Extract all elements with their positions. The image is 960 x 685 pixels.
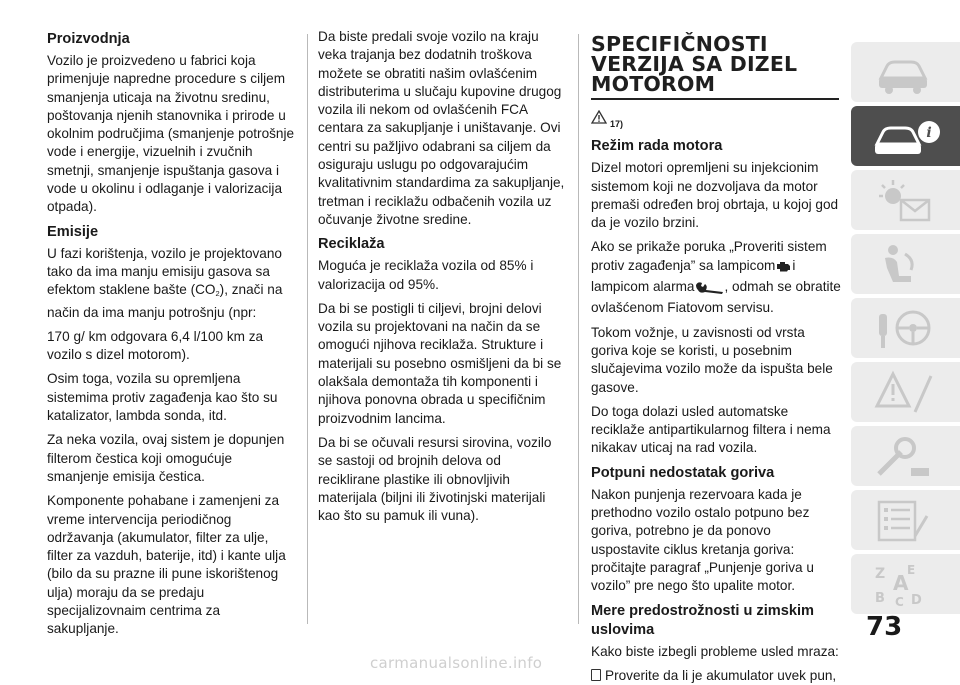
title-rule xyxy=(591,98,839,100)
svg-text:Z: Z xyxy=(875,566,886,582)
svg-text:E: E xyxy=(907,563,916,577)
paragraph-recycling-goals: Da bi se postigli ti ciljevi, brojni delovi vozila su projektovani na način da se omogući njihova reciklaža. Strukture i materijali su posebno osmišljeni da bi se olakšala demontaža tih komponenti i njihova ponovna obrada u specifičnim proizvodnim lancima. xyxy=(318,300,562,426)
paragraph-white-smoke: Tokom vožnje, u zavisnosti od vrsta goriva koje se koristi, u posebnim slučajevima vozilo može da ispušta bele gasove. xyxy=(591,324,833,395)
heading-production: Proizvodnja xyxy=(47,31,130,47)
engine-check-icon xyxy=(775,260,792,278)
warning-triangle-icon xyxy=(871,368,941,418)
tab-maintenance[interactable] xyxy=(851,426,960,486)
maintenance-wrench-icon xyxy=(871,432,941,482)
index-letters-icon xyxy=(871,560,941,610)
heading-engine-mode: Režim rada motora xyxy=(591,138,723,155)
svg-text:B: B xyxy=(875,591,885,606)
paragraph-production: Vozilo je proizvedeno u fabrici koja primenjuje napredne procedure s ciljem smanjenja uticaja na životnu sredinu, poštovanja njenih stanovnika i prirode u okolnim područjima (smanjenje potrošnje vode i energije, vizuelnih i zvučnih smetnji, smanjenje ispuštanja gasova i vode u okolinu i odlaganje i valorizacija otpada). xyxy=(47,53,295,215)
page-number: 73 xyxy=(866,612,903,642)
tab-starting-driving[interactable] xyxy=(851,298,960,358)
steering-key-icon xyxy=(871,304,941,354)
column-3 xyxy=(591,28,841,685)
warning-reference xyxy=(591,110,841,129)
warning-triangle-icon xyxy=(591,110,607,129)
heading-winter: Mere predostrožnosti u zimskim uslovima xyxy=(591,602,815,638)
bullet-box-icon xyxy=(591,669,601,681)
heading-emissions: Emisije xyxy=(47,223,99,240)
paragraph-vehicle-return: Da biste predali svoje vozilo na kraju veka trajanja bez dodatnih troškova možete se obratiti našim ovlašćenim distributerima u slučaju kupovine drugog vozila ili nekom od ovlašćenih FCA centara za sakupljanje i uništavanje. Ovi centri su pažljivo odabrani sa ciljem da osiguraju uslugu po odgovarajućim kvalitativnim standardima za sakupljanje, tretman i reciklažu odbačenih vozila uz očuvanje životne sredine. xyxy=(318,29,565,227)
watermark: carmanualsonline.info xyxy=(370,654,543,672)
paragraph-components: Komponente pohabane i zamenjeni za vreme intervencija periodičnog održavanja (akumulator, filter za ulje, filter za vazduh, baterije, itd) i kante ulja (bilo da su prazne ili pune iskorištenog ulja) moraju da se predaju specijalizovnaim centrima za sakupljanje. xyxy=(47,493,286,637)
tab-index[interactable] xyxy=(851,554,960,614)
column-divider xyxy=(307,34,308,624)
tab-specifications[interactable] xyxy=(851,490,960,550)
paragraph-emission-warning: Ako se prikaže poruka „Proveriti sistem protiv zagađenja” sa lampicom i lampicom alarma , odmah se obratite ovlašćenom Fiatovom servisu. xyxy=(591,239,841,316)
list-item: Proverite da li je akumulator uvek pun, xyxy=(591,667,841,685)
svg-text:D: D xyxy=(911,593,922,608)
paragraph-resources: Da bi se očuvali resursi sirovina, vozilo se sastoji od brojnih delova od reciklirane plastike ili obnovljivih materijala (biljni ili životinjski materijali kao što su pamuk ili vuna). xyxy=(318,434,552,524)
car-dashboard-icon xyxy=(871,48,941,98)
tab-emergency[interactable] xyxy=(851,362,960,422)
paragraph-fuel: Nakon punjenja rezervoara kada je prethodno vozilo ostalo potpuno bez goriva, potrebno je da ponovo uspostavite ciklus kretanja goriva: pročitajte paragraf „Punjenje goriva u vozilo” pre nego što upalite motor. xyxy=(591,486,814,594)
paragraph-consumption: 170 g/ km odgovara 6,4 l/100 km za vozilo s dizel motorom). xyxy=(47,328,264,363)
co2-subscript: 2 xyxy=(215,289,220,299)
tab-safety[interactable] xyxy=(851,234,960,294)
column-1 xyxy=(47,28,295,645)
paragraph-recycling: Moguća je reciklaža vozila od 85% i valorizacija od 95%. xyxy=(318,258,534,292)
section-title: SPECIFIČNOSTI VERZIJA SA DIZEL MOTOROM xyxy=(591,32,798,96)
paragraph-particulate-filter: Za neka vozila, ovaj sistem je dopunjen filterom čestica koji omogućuje smanjenje emisija čestica. xyxy=(47,432,285,484)
paragraph-emissions: U fazi korištenja, vozilo je projektovano tako da ima manju emisiju gasova sa efektom staklene bašte $(CO_2)$, znači na način da ima manju potrošnju (npr: xyxy=(47,245,283,320)
svg-text:A: A xyxy=(893,571,909,595)
svg-text:i: i xyxy=(926,125,932,141)
column-2 xyxy=(318,28,566,531)
tab-car-info[interactable] xyxy=(851,106,960,166)
column-divider xyxy=(578,34,579,624)
heading-fuel: Potpuni nedostatak goriva xyxy=(591,464,775,481)
paragraph-catalyst: Osim toga, vozila su opremljena sistemima protiv zagađenja kao što su katalizator, lambda sonda, itd. xyxy=(47,371,278,424)
airbag-seat-icon xyxy=(871,240,941,290)
wrench-icon xyxy=(695,281,725,299)
car-info-icon xyxy=(871,112,941,162)
specs-list-icon xyxy=(871,496,941,546)
svg-text:C: C xyxy=(895,595,904,609)
paragraph-winter: Kako biste izbegli probleme usled mraza: xyxy=(591,643,839,659)
warning-ref-number: 17) xyxy=(610,119,624,130)
tab-warning-lights[interactable] xyxy=(851,170,960,230)
warning-lights-icon xyxy=(871,176,941,226)
paragraph-regeneration: Do toga dolazi usled automatske reciklaže antipartikularnog filtera i nema nikakav uticaj na rad vozila. xyxy=(591,403,831,456)
paragraph-engine-mode: Dizel motori opremljeni su injekcionim sistemom koji ne dozvoljava da motor premaši određen broj obrtaja, u kojoj god da je vozilo brzini. xyxy=(591,160,839,231)
tab-car-dashboard[interactable] xyxy=(851,42,960,102)
heading-recycling: Reciklaža xyxy=(318,236,385,253)
